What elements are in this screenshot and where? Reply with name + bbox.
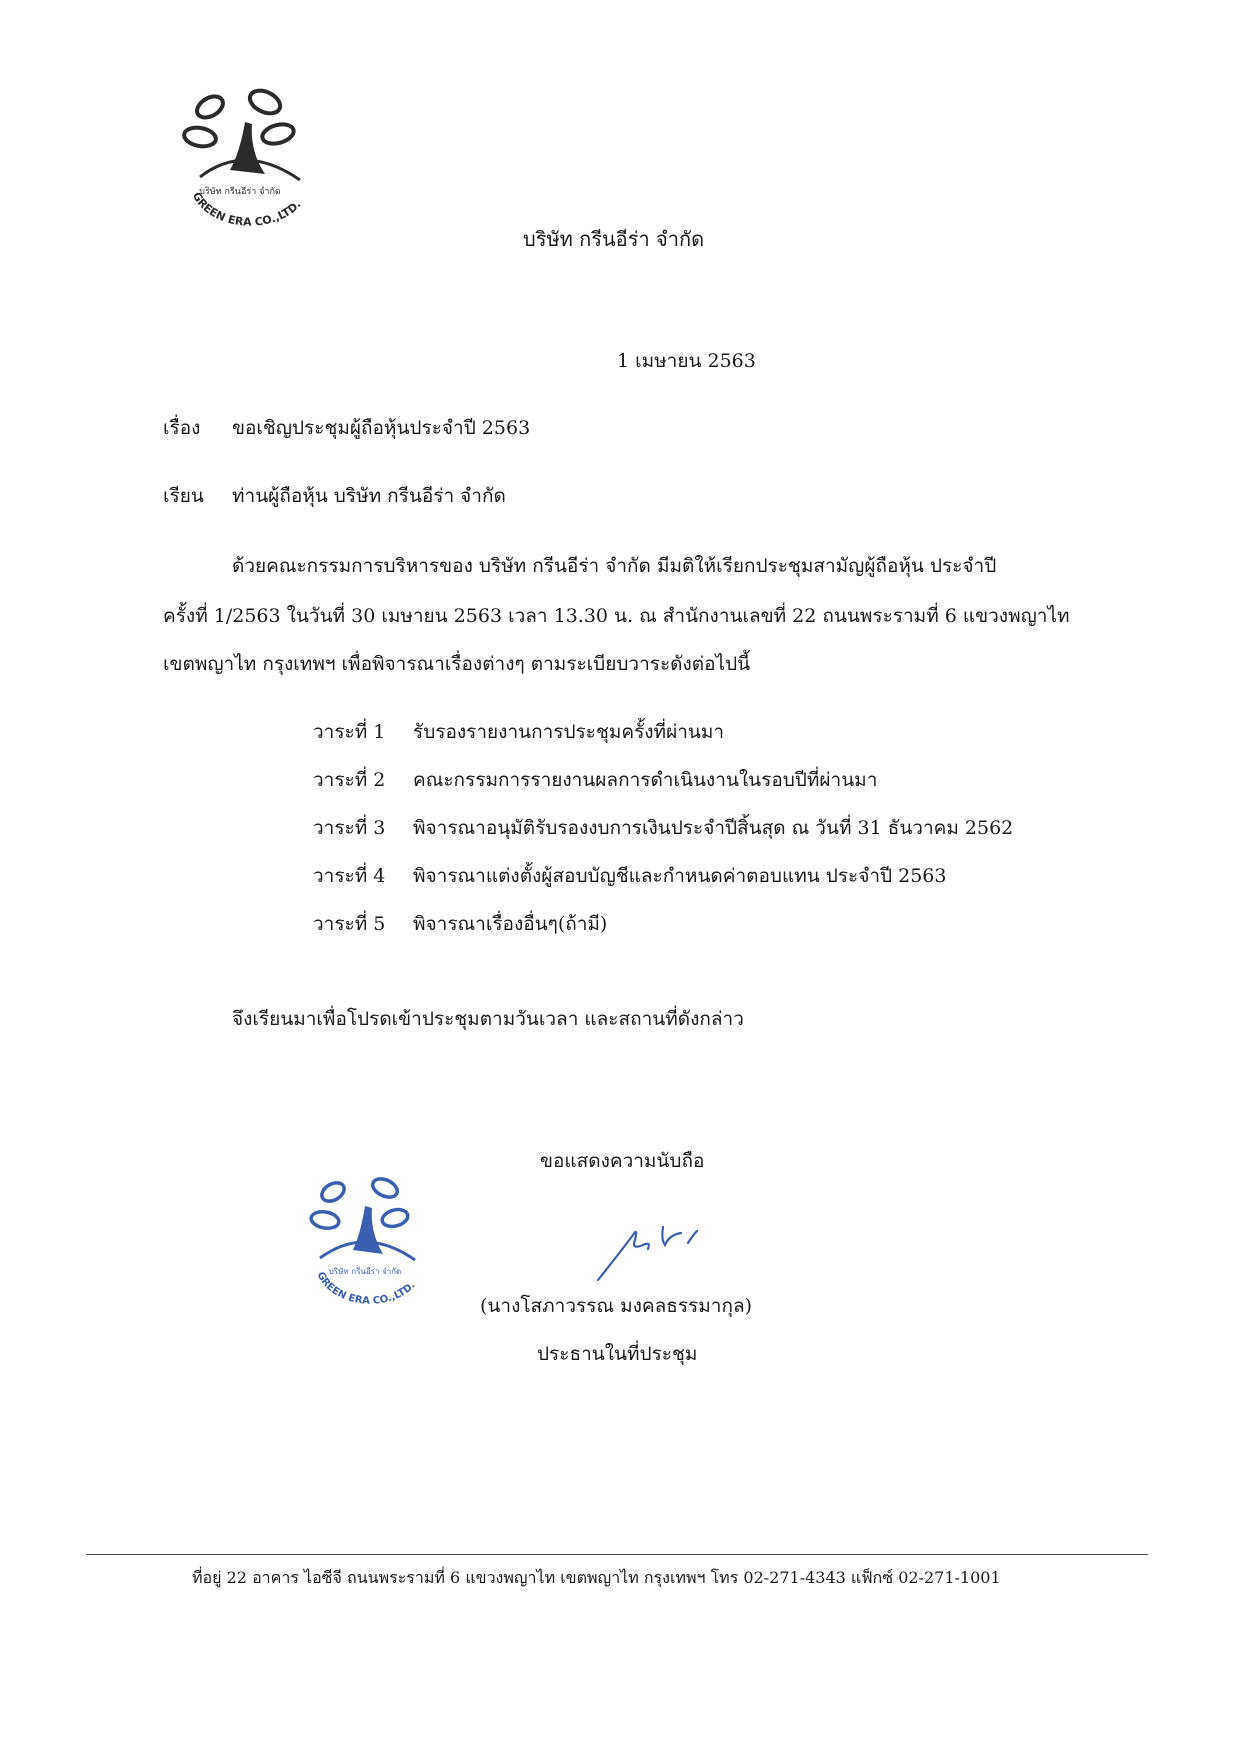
footer-address: ที่อยู่ 22 อาคาร ไอซีจี ถนนพระรามที่ 6 แขวงพญาไท เขตพญาไท กรุงเทพฯ โทร 02-271-4343 แฟ็กซ์ 02-271-1001	[192, 1568, 1001, 1587]
agenda-item-1	[313, 717, 724, 747]
letter-date: 1 เมษายน 2563	[617, 350, 756, 372]
body-line-1: ด้วยคณะกรรมการบริหารของ บริษัท กรีนอีร่า จำกัด มีมติให้เรียกประชุมสามัญผู้ถือหุ้น ประจำปี	[232, 555, 997, 577]
stamp-name-th: บริษัท กรีนอีร่า จำกัด	[328, 1267, 402, 1276]
to-text: ท่านผู้ถือหุ้น บริษัท กรีนอีร่า จำกัด	[232, 485, 506, 507]
agenda-text: พิจารณาอนุมัติรับรองงบการเงินประจำปีสิ้นสุด ณ วันที่ 31 ธันวาคม 2562	[413, 817, 1014, 839]
company-logo	[170, 82, 320, 232]
agenda-text: พิจารณาเรื่องอื่นๆ(ถ้ามี)	[413, 913, 608, 935]
logo-name-th: บริษัท กรีนอีร่า จำกัด	[199, 187, 281, 197]
agenda-label: วาระที่ 3	[313, 817, 386, 839]
agenda-text: พิจารณาแต่งตั้งผู้สอบบัญชีและกำหนดค่าตอบแทน ประจำปี 2563	[413, 865, 947, 887]
agenda-text: คณะกรรมการรายงานผลการดำเนินงานในรอบปีที่ผ่านมา	[413, 769, 878, 791]
closing-line: จึงเรียนมาเพื่อโปรดเข้าประชุมตามวันเวลา และสถานที่ดังกล่าว	[232, 1008, 744, 1030]
signer-name: (นางโสภาวรรณ มงคลธรรมากุล)	[480, 1295, 753, 1317]
agenda-item-2	[313, 765, 877, 795]
body-line-2: ครั้งที่ 1/2563 ในวันที่ 30 เมษายน 2563 เวลา 13.30 น. ณ สำนักงานเลขที่ 22 ถนนพระรามที่ 6 แขวงพญาไท	[163, 605, 1070, 627]
subject-text: ขอเชิญประชุมผู้ถือหุ้นประจำปี 2563	[232, 417, 531, 439]
company-stamp	[305, 1170, 435, 1310]
company-heading: บริษัท กรีนอีร่า จำกัด	[523, 227, 705, 251]
footer-divider	[86, 1554, 1148, 1555]
subject-label: เรื่อง	[163, 417, 201, 439]
agenda-item-4	[313, 861, 946, 891]
agenda-item-3	[313, 813, 1013, 843]
stamp-name-en: GREEN ERA CO.,LTD.	[314, 1270, 418, 1307]
to-label: เรียน	[163, 485, 204, 507]
signature	[593, 1205, 723, 1289]
regards: ขอแสดงความนับถือ	[540, 1150, 705, 1172]
agenda-label: วาระที่ 1	[313, 721, 386, 743]
agenda-text: รับรองรายงานการประชุมครั้งที่ผ่านมา	[413, 721, 725, 743]
agenda-label: วาระที่ 2	[313, 769, 386, 791]
agenda-item-5	[313, 909, 607, 939]
logo-name-en: GREEN ERA CO.,LTD.	[189, 189, 304, 229]
agenda-label: วาระที่ 5	[313, 913, 386, 935]
agenda-label: วาระที่ 4	[313, 865, 386, 887]
body-line-3: เขตพญาไท กรุงเทพฯ เพื่อพิจารณาเรื่องต่างๆ ตามระเบียบวาระดังต่อไปนี้	[163, 653, 751, 675]
signer-title: ประธานในที่ประชุม	[537, 1343, 698, 1365]
